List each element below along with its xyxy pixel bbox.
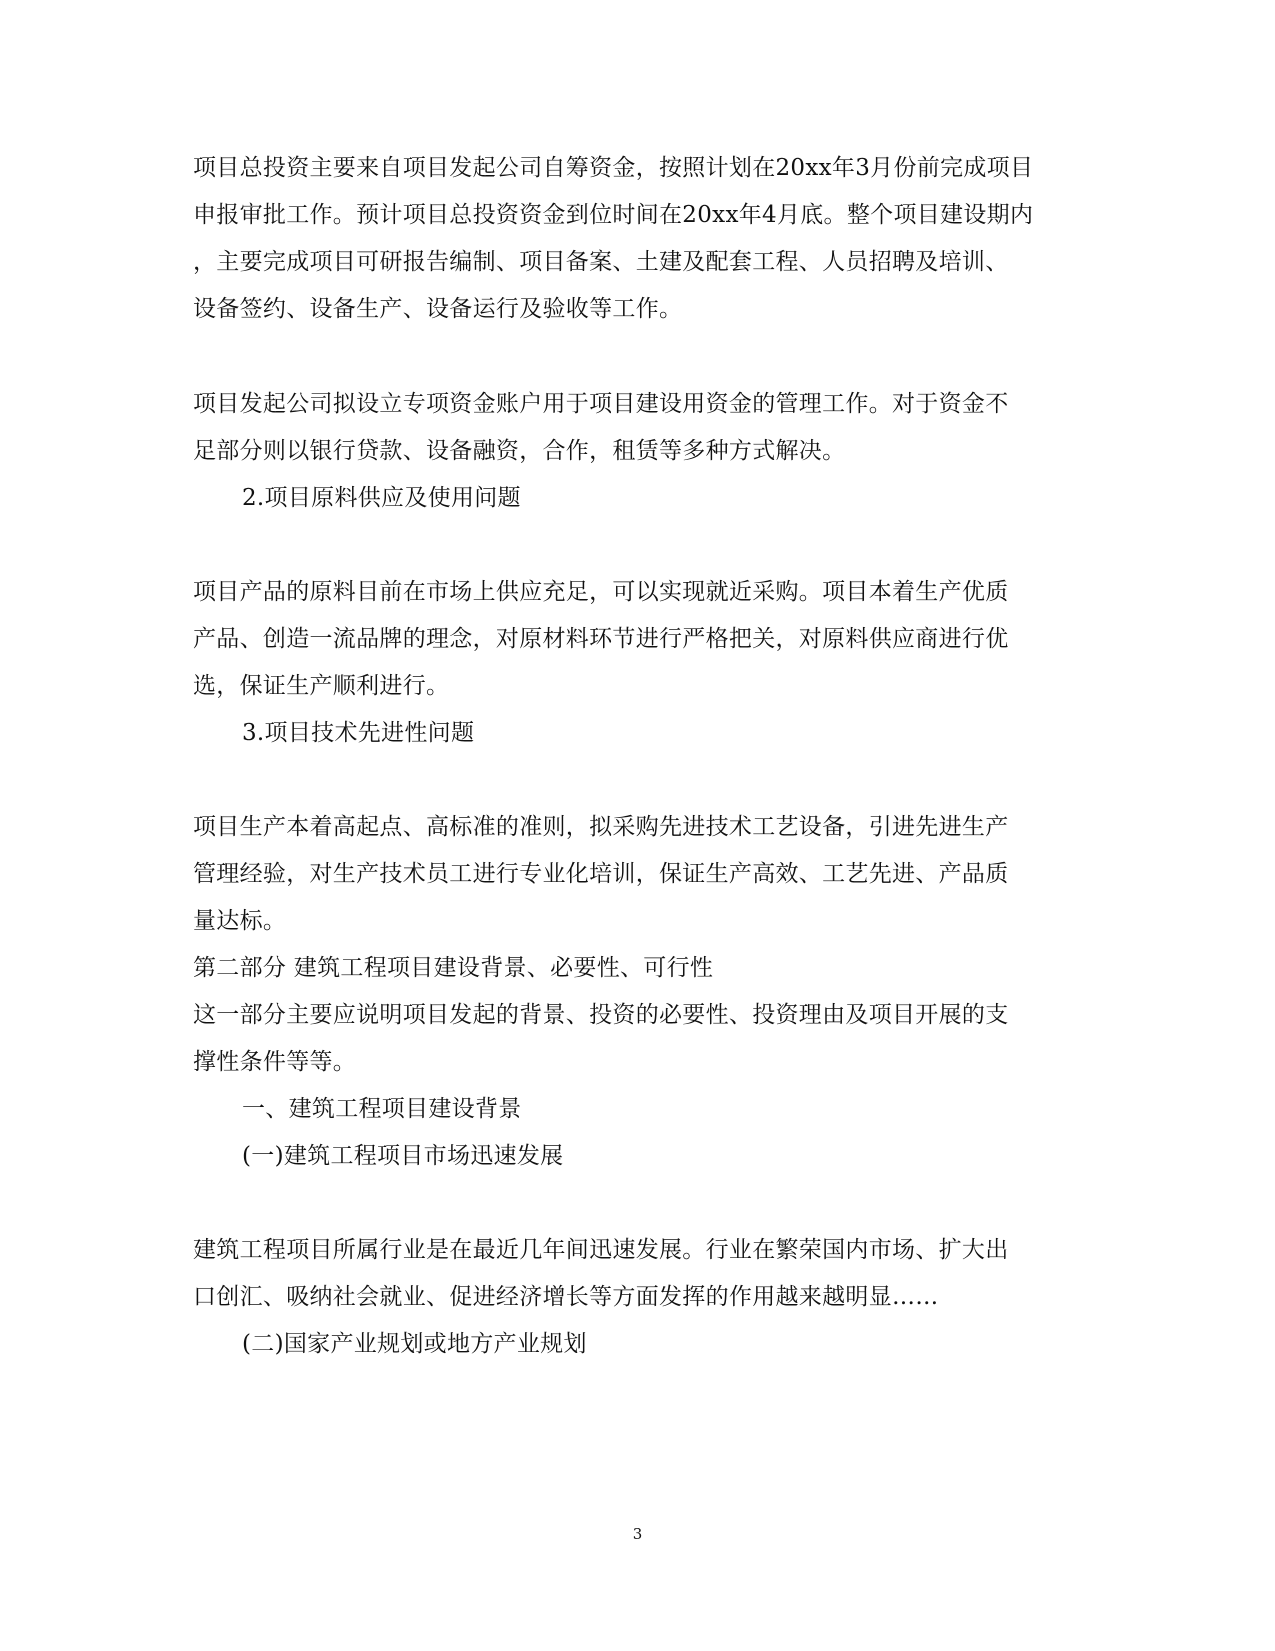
text-line: 量达标。 [193, 908, 287, 934]
text-line: 建筑工程项目所属行业是在最近几年间迅速发展。行业在繁荣国内市场、扩大出 [193, 1237, 1009, 1263]
page-number: 3 [632, 1525, 643, 1543]
text-line: ，主要完成项目可研报告编制、项目备案、土建及配套工程、人员招聘及培训、 [193, 249, 1009, 275]
text-line: 这一部分主要应说明项目发起的背景、投资的必要性、投资理由及项目开展的支 [193, 1002, 1009, 1028]
text-line: 口创汇、吸纳社会就业、促进经济增长等方面发挥的作用越来越明显…… [193, 1284, 939, 1310]
section-heading: 一、建筑工程项目建设背景 [242, 1096, 522, 1122]
text-line: 项目总投资主要来自项目发起公司自筹资金，按照计划在20xx年3月份前完成项目 [193, 155, 1034, 181]
text-line: 撑性条件等等。 [193, 1049, 357, 1075]
text-line: 产品、创造一流品牌的理念，对原材料环节进行严格把关，对原料供应商进行优 [193, 626, 1009, 652]
text-line: 设备签约、设备生产、设备运行及验收等工作。 [193, 296, 683, 322]
text-line: 足部分则以银行贷款、设备融资，合作，租赁等多种方式解决。 [193, 438, 846, 464]
text-line: 项目发起公司拟设立专项资金账户用于项目建设用资金的管理工作。对于资金不 [193, 391, 1009, 417]
subsection-heading: (二)国家产业规划或地方产业规划 [242, 1331, 587, 1357]
subsection-heading: (一)建筑工程项目市场迅速发展 [242, 1143, 564, 1169]
text-line: 申报审批工作。预计项目总投资资金到位时间在20xx年4月底。整个项目建设期内 [193, 202, 1034, 228]
section-heading: 3.项目技术先进性问题 [242, 720, 475, 746]
part-title: 第二部分 建筑工程项目建设背景、必要性、可行性 [193, 955, 714, 981]
section-heading: 2.项目原料供应及使用问题 [242, 485, 521, 511]
text-line: 管理经验，对生产技术员工进行专业化培训，保证生产高效、工艺先进、产品质 [193, 861, 1009, 887]
text-line: 项目产品的原料目前在市场上供应充足，可以实现就近采购。项目本着生产优质 [193, 579, 1009, 605]
text-line: 项目生产本着高起点、高标准的准则，拟采购先进技术工艺设备，引进先进生产 [193, 814, 1009, 840]
text-line: 选，保证生产顺利进行。 [193, 673, 450, 699]
